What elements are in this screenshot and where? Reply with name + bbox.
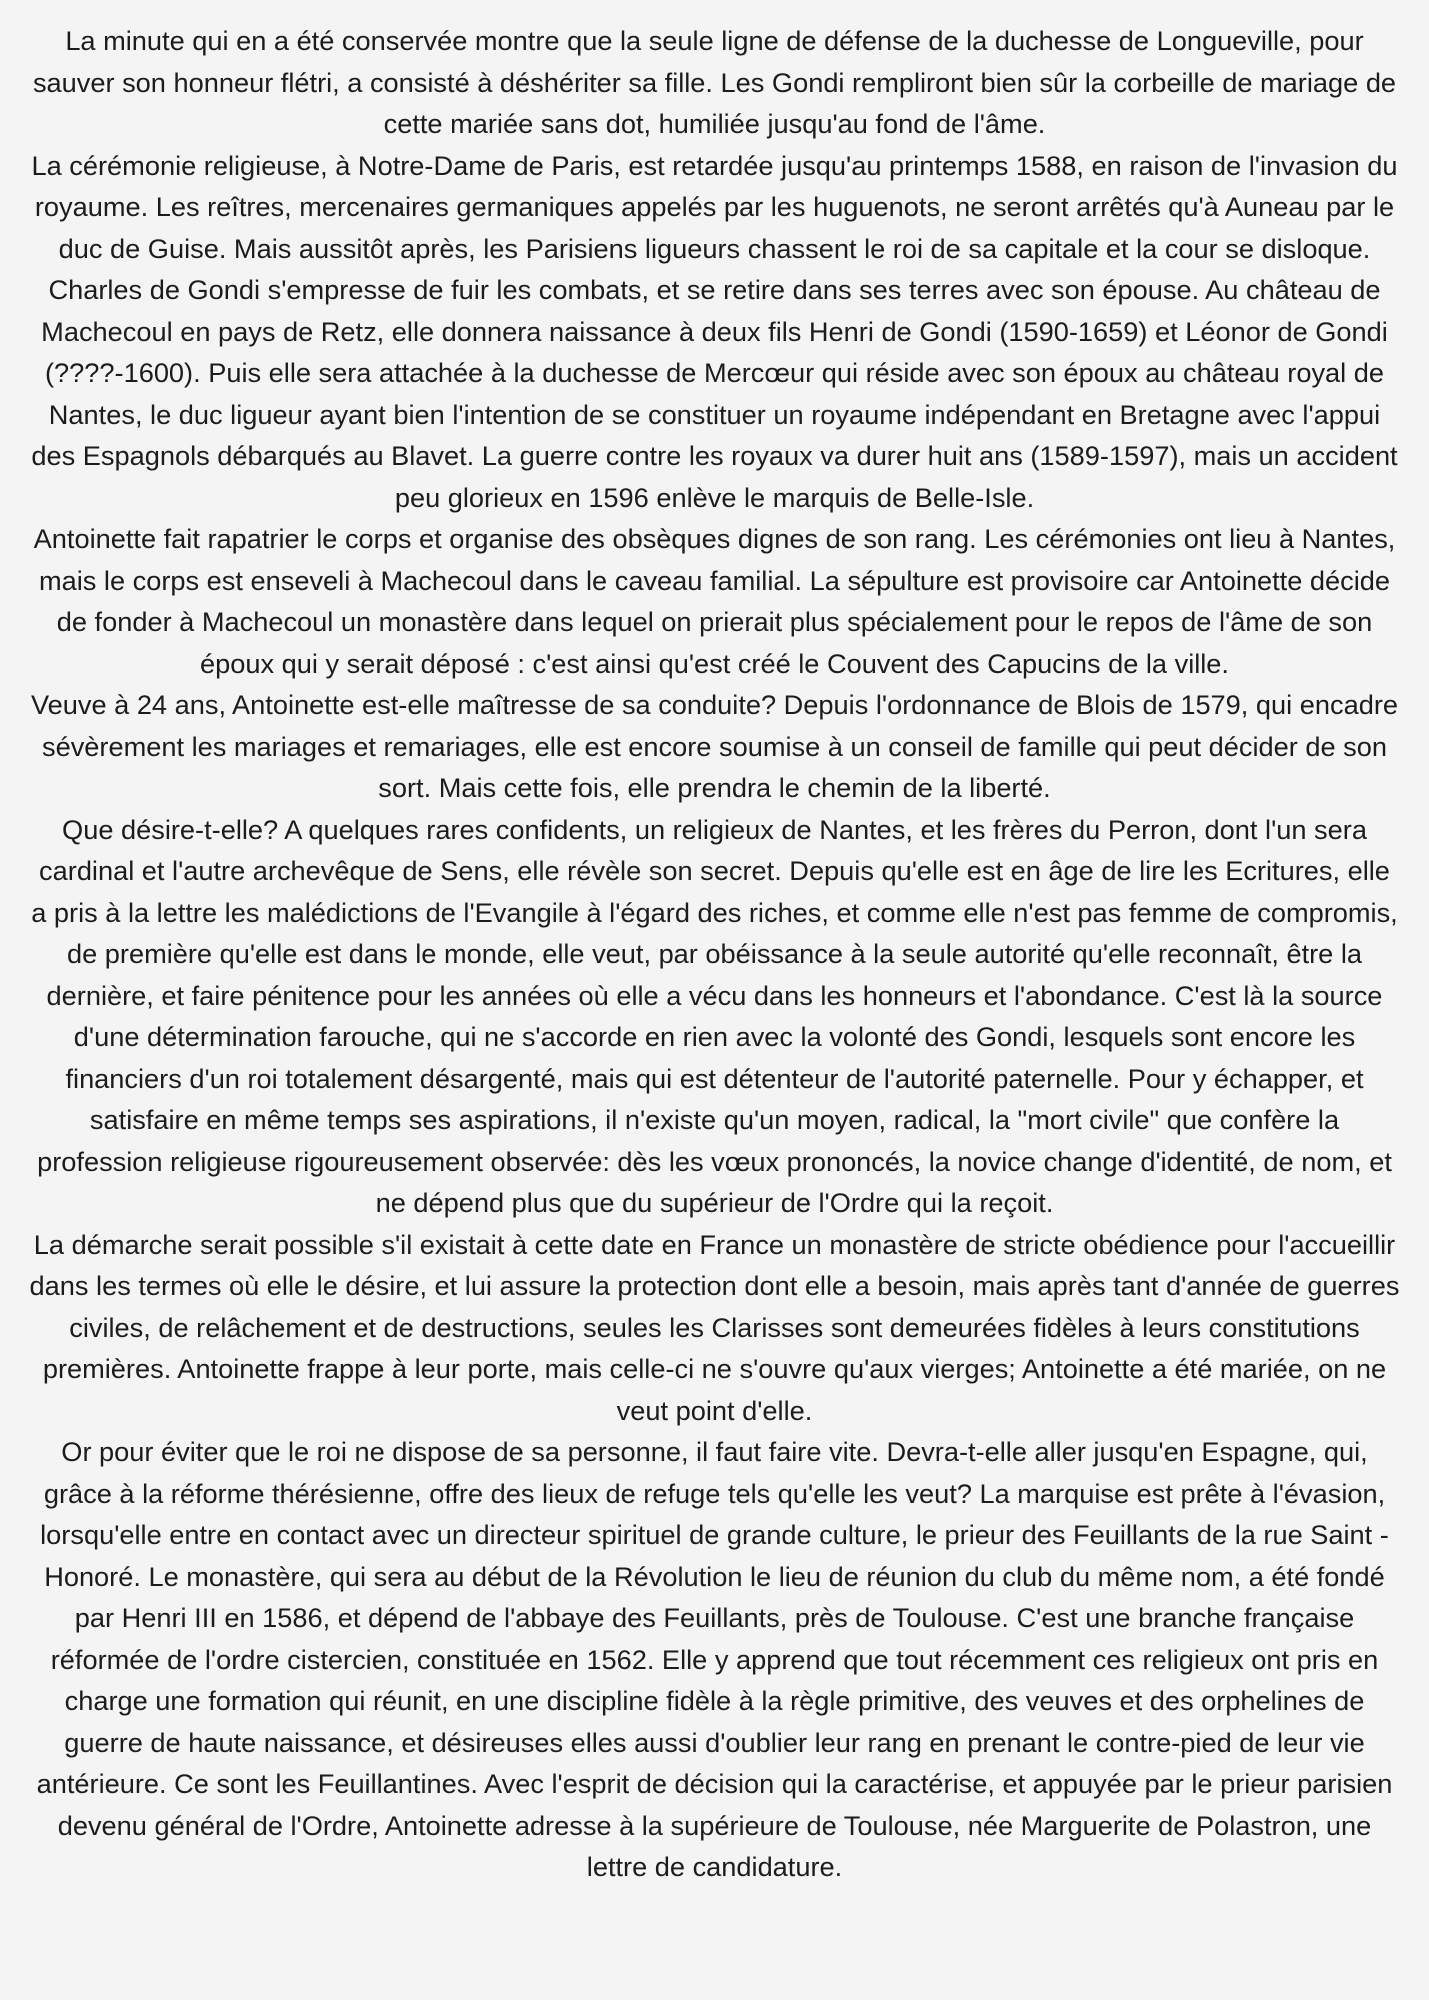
paragraph-4: Veuve à 24 ans, Antoinette est-elle maîtresse de sa conduite? Depuis l'ordonnance de Blois de 1579, qui encadre sévèrement les mariages et remariages, elle est encore soumise à un conseil de famille qui peut décider de son sort. Mais cette fois, elle prendra le chemin de la liberté.: [31, 689, 1398, 803]
paragraph-5: Que désire-t-elle? A quelques rares confidents, un religieux de Nantes, et les frères du Perron, dont l'un sera cardinal et l'autre archevêque de Sens, elle révèle son secret. Depuis qu'elle est en âge de lire les Ecritures, elle a pris à la lettre les malédictions de l'Evangile à l'égard des riches, et comme elle n'est pas femme de compromis, de première qu'elle est dans le monde, elle veut, par obéissance à la seule autorité qu'elle reconnaît, être la dernière, et faire pénitence pour les années où elle a vécu dans les honneurs et l'abondance. C'est là la source d'une détermination farouche, qui ne s'accorde en rien avec la volonté des Gondi, lesquels sont encore les financiers d'un roi totalement désargenté, mais qui est détenteur de l'autorité paternelle. Pour y échapper, et satisfaire en même temps ses aspirations, il n'existe qu'un moyen, radical, la "mort civile" que confère la profession religieuse rigoureusement observée: dès les vœux prononcés, la novice change d'identité, de nom, et ne dépend plus que du supérieur de l'Ordre qui la reçoit.: [31, 813, 1398, 1218]
paragraph-7: Or pour éviter que le roi ne dispose de sa personne, il faut faire vite. Devra-t-elle aller jusqu'en Espagne, qui, grâce à la réforme thérésienne, offre des lieux de refuge tels qu'elle les veut? La marquise est prête à l'évasion, lorsqu'elle entre en contact avec un directeur spirituel de grande culture, le prieur des Feuillants de la rue Saint - Honoré. Le monastère, qui sera au début de la Révolution le lieu de réunion du club du même nom, a été fondé par Henri III en 1586, et dépend de l'abbaye des Feuillants, près de Toulouse. C'est une branche française réformée de l'ordre cistercien, constituée en 1562. Elle y apprend que tout récemment ces religieux ont pris en charge une formation qui réunit, en une discipline fidèle à la règle primitive, des veuves et des orphelines de guerre de haute naissance, et désireuses elles aussi d'oublier leur rang en prenant le contre-pied de leur vie antérieure. Ce sont les Feuillantines. Avec l'esprit de décision qui la caractérise, et appuyée par le prieur parisien devenu général de l'Ordre, Antoinette adresse à la supérieure de Toulouse, née Marguerite de Polastron, une lettre de candidature.: [36, 1436, 1393, 1882]
paragraph-3: Antoinette fait rapatrier le corps et organise des obsèques dignes de son rang. Les cérémonies ont lieu à Nantes, mais le corps est enseveli à Machecoul dans le caveau familial. La sépulture est provisoire car Antoinette décide de fonder à Machecoul un monastère dans lequel on prierait plus spécialement pour le repos de l'âme de son époux qui y serait déposé : c'est ainsi qu'est créé le Couvent des Capucins de la ville.: [33, 523, 1396, 679]
paragraph-6: La démarche serait possible s'il existait à cette date en France un monastère de stricte obédience pour l'accueillir dans les termes où elle le désire, et lui assure la protection dont elle a besoin, mais après tant d'année de guerres civiles, de relâchement et de destructions, seules les Clarisses sont demeurées fidèles à leurs constitutions premières. Antoinette frappe à leur porte, mais celle-ci ne s'ouvre qu'aux vierges; Antoinette a été mariée, on ne veut point d'elle.: [29, 1228, 1400, 1426]
paragraph-2: La cérémonie religieuse, à Notre-Dame de Paris, est retardée jusqu'au printemps 1588, en raison de l'invasion du royaume. Les reîtres, mercenaires germaniques appelés par les huguenots, ne seront arrêtés qu'à Auneau par le duc de Guise. Mais aussitôt après, les Parisiens ligueurs chassent le roi de sa capitale et la cour se disloque. Charles de Gondi s'empresse de fuir les combats, et se retire dans ses terres avec son épouse. Au château de Machecoul en pays de Retz, elle donnera naissance à deux fils Henri de Gondi (1590-1659) et Léonor de Gondi (????-1600). Puis elle sera attachée à la duchesse de Mercœur qui réside avec son époux au château royal de Nantes, le duc ligueur ayant bien l'intention de se constituer un royaume indépendant en Bretagne avec l'appui des Espagnols débarqués au Blavet. La guerre contre les royaux va durer huit ans (1589-1597), mais un accident peu glorieux en 1596 enlève le marquis de Belle-Isle.: [31, 149, 1398, 513]
paragraph-1: La minute qui en a été conservée montre que la seule ligne de défense de la duchesse de Longueville, pour sauver son honneur flétri, a consisté à déshériter sa fille. Les Gondi rempliront bien sûr la corbeille de mariage de cette mariée sans dot, humiliée jusqu'au fond de l'âme.: [32, 25, 1397, 139]
